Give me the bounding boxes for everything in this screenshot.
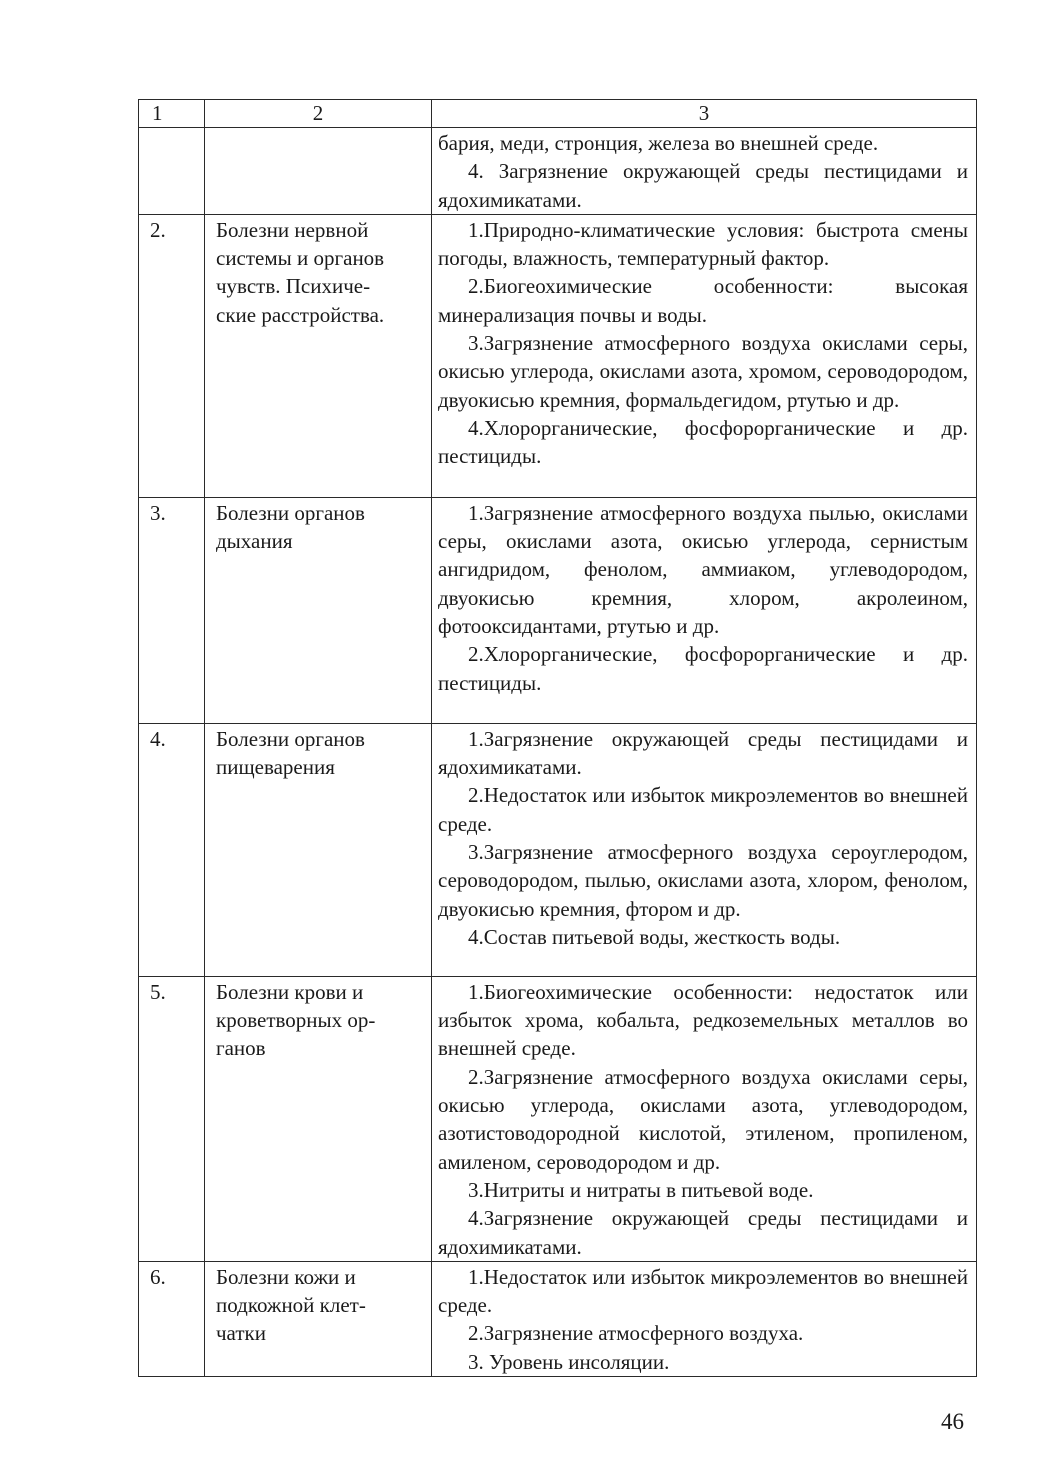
disease-class-line: Болезни нервной xyxy=(216,217,369,242)
header-cell-2: 2 xyxy=(205,100,432,128)
table-row xyxy=(139,128,977,215)
risk-factor-paragraph: 1.Недостаток или избыток микроэлементов во внешней среде. xyxy=(438,1264,968,1318)
table-row xyxy=(139,497,977,723)
risk-factor-paragraph: 2.Недостаток или избыток микроэлементов во внешней среде. xyxy=(438,783,968,836)
table-row xyxy=(139,723,977,976)
risk-factor-paragraph: 2.Загрязнение атмосферного воздуха. xyxy=(468,1321,804,1346)
diseases-factors-table xyxy=(138,99,977,1377)
risk-factor-paragraph: 1.Загрязнение окружающей среды пестицидами и ядохимикатами. xyxy=(438,726,968,780)
disease-class-line: чатки xyxy=(216,1321,266,1346)
disease-class-line: пищеварения xyxy=(216,755,335,780)
risk-factors-cell xyxy=(432,497,977,723)
disease-class-cell xyxy=(205,214,432,497)
risk-factor-paragraph: 1.Биогеохимические особенности: недостаток или избыток хрома, кобальта, редкоземельных металлов во внешней среде. xyxy=(438,979,968,1061)
risk-factor-paragraph: 1.Природно-климатические условия: быстрота смены погоды, влажность, температурный фактор. xyxy=(438,217,968,271)
disease-class-line: Болезни органов xyxy=(216,500,365,525)
risk-factor-paragraph: бария, меди, стронция, железа во внешней среде. xyxy=(438,131,879,155)
disease-class-line: Болезни кожи и xyxy=(216,1264,356,1289)
row-number-cell: 6. xyxy=(139,1261,205,1376)
risk-factor-paragraph: 2.Загрязнение атмосферного воздуха окислами серы, окисью углерода, окислами азота, углеводородом, азотистоводородной кислотой, этиленом, пропиленом, амиленом, сероводородом и др. xyxy=(438,1064,968,1174)
table-row xyxy=(139,976,977,1261)
disease-class-line: Болезни крови и xyxy=(216,979,364,1004)
disease-class-cell xyxy=(205,128,432,215)
risk-factor-paragraph: 2.Хлорорганические, фосфорорганические и др. пестициды. xyxy=(438,642,968,695)
disease-class-cell xyxy=(205,723,432,976)
disease-class-line: кроветворных ор- xyxy=(216,1008,376,1033)
header-cell-3: 3 xyxy=(432,100,977,128)
row-number-cell: 4. xyxy=(139,723,205,976)
disease-class-line: подкожной клет- xyxy=(216,1293,366,1318)
risk-factor-paragraph: 1.Загрязнение атмосферного воздуха пылью, окислами серы, окислами азота, окисью углерода, сернистым ангидридом, фенолом, аммиаком, углеводородом, двуокисью кремния, хлором, акролеином, фотооксидантами, ртутью и др. xyxy=(438,500,968,639)
risk-factor-paragraph: 3.Нитриты и нитраты в питьевой воде. xyxy=(468,1177,814,1202)
row-number-cell: 3. xyxy=(139,497,205,723)
disease-class-line: Болезни органов xyxy=(216,726,365,751)
risk-factors-cell xyxy=(432,1261,977,1376)
risk-factor-paragraph: 3.Загрязнение атмосферного воздуха окислами серы, окисью углерода, окислами азота, хромом, сероводородом, двуокисью кремния, формальдегидом, ртутью и др. xyxy=(438,331,968,412)
risk-factors-cell xyxy=(432,128,977,215)
table-row xyxy=(139,1261,977,1376)
risk-factors-cell xyxy=(432,214,977,497)
page-number: 46 xyxy=(941,1409,964,1434)
table-header-row xyxy=(139,100,977,128)
header-cell-1: 1 xyxy=(139,100,205,128)
risk-factor-paragraph: 4.Состав питьевой воды, жесткость воды. xyxy=(468,924,841,949)
risk-factor-paragraph: 3. Уровень инсоляции. xyxy=(468,1349,670,1374)
disease-class-cell xyxy=(205,497,432,723)
disease-class-line: чувств. Психиче- xyxy=(216,274,371,299)
risk-factor-paragraph: 4. Загрязнение окружающей среды пестицидами и ядохимикатами. xyxy=(438,159,968,212)
disease-class-line: системы и органов xyxy=(216,246,385,271)
risk-factor-paragraph: 3.Загрязнение атмосферного воздуха сероуглеродом, сероводородом, пылью, окислами азота, хлором, фенолом, двуокисью кремния, фтором и др. xyxy=(438,840,968,921)
row-number-cell xyxy=(139,128,205,215)
risk-factor-paragraph: 4.Загрязнение окружающей среды пестицидами и ядохимикатами. xyxy=(438,1206,968,1259)
risk-factors-cell xyxy=(432,976,977,1261)
row-number-cell: 5. xyxy=(139,976,205,1261)
risk-factor-paragraph: 4.Хлорорганические, фосфорорганические и др. пестициды. xyxy=(438,415,968,469)
table-row xyxy=(139,214,977,497)
risk-factor-paragraph: 2.Биогеохимические особенности: высокая минерализация почвы и воды. xyxy=(438,274,968,327)
disease-class-cell xyxy=(205,976,432,1261)
risk-factors-cell xyxy=(432,723,977,976)
disease-class-line: ские расстройства. xyxy=(216,302,385,327)
disease-class-line: ганов xyxy=(216,1036,266,1061)
disease-class-cell xyxy=(205,1261,432,1376)
disease-class-line: дыхания xyxy=(216,529,293,554)
row-number-cell: 2. xyxy=(139,214,205,497)
